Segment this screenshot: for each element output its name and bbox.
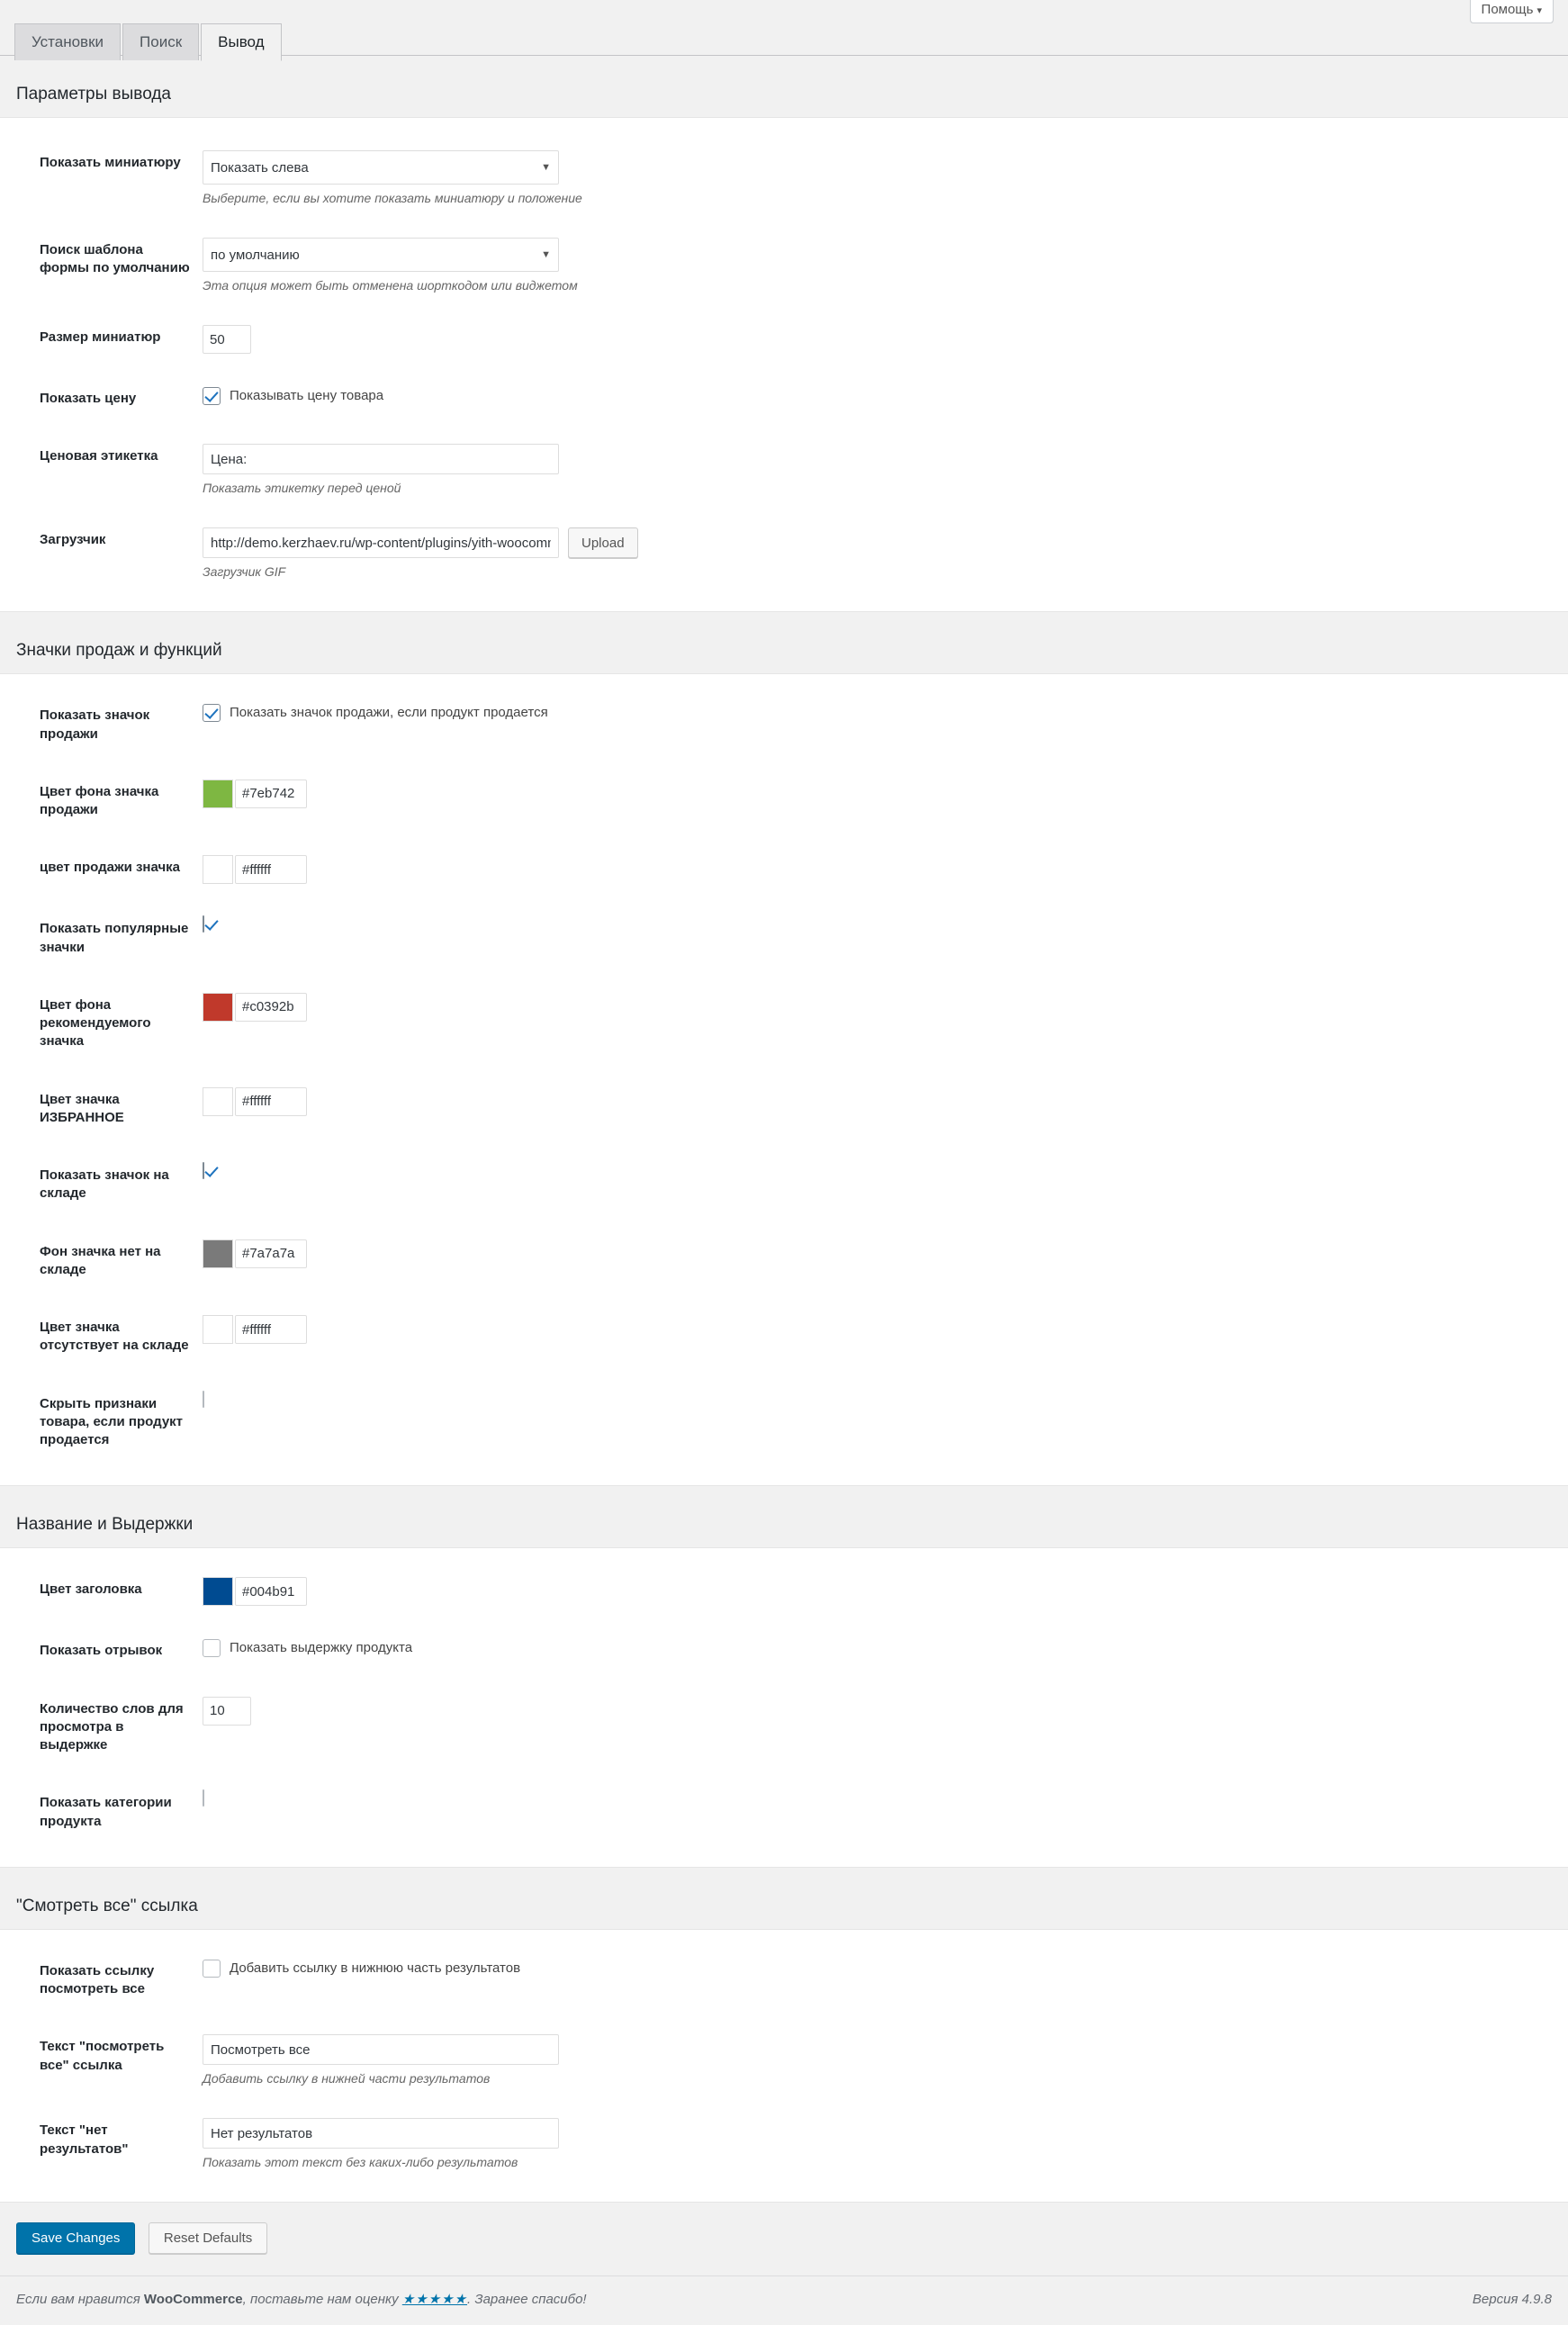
row-outofstock-bg [0, 1223, 1568, 1300]
title-color-swatch[interactable] [203, 1577, 233, 1606]
label-featured-badge-color: Цвет значка ИЗБРАННОЕ [40, 1091, 124, 1125]
featured-badge-color-swatch[interactable] [203, 1087, 233, 1116]
section-title-badges: Значки продаж и функций [16, 641, 222, 661]
label-show-featured-badge: Показать популярные значки [40, 921, 189, 955]
sale-badge-color-input[interactable] [235, 855, 307, 884]
row-sale-badge-bg [0, 763, 1568, 840]
label-view-all-text: Текст "посмотреть все" ссылка [40, 2039, 165, 2073]
footer-credit [16, 2291, 587, 2307]
row-view-all-text [0, 2018, 1568, 2102]
chevron-down-icon: ▼ [541, 162, 551, 173]
price-label-input[interactable] [203, 444, 559, 474]
footer-version: Версия 4.9.8 [1472, 2291, 1552, 2307]
tab-output[interactable]: Вывод [201, 23, 281, 61]
row-no-results-text [0, 2102, 1568, 2185]
label-sale-badge-bg: Цвет фона значка продажи [40, 783, 159, 817]
row-loader [0, 511, 1568, 595]
footer-prefix: Если вам нравится [16, 2292, 144, 2308]
label-show-view-all-link: Показать ссылку посмотреть все [40, 1962, 155, 1996]
row-outofstock-color [0, 1299, 1568, 1375]
row-hide-features [0, 1375, 1568, 1470]
label-price-label: Ценовая этикетка [40, 448, 158, 464]
sale-badge-color-swatch[interactable] [203, 855, 233, 884]
no-results-text-input[interactable] [203, 2118, 559, 2149]
section-title-title-excerpt: Название и Выдержки [16, 1515, 194, 1535]
label-thumb-size: Размер миниатюр [40, 329, 161, 345]
help-bar [0, 0, 1568, 23]
label-show-sale-badge: Показать значок продажи [40, 707, 150, 742]
label-title-color: Цвет заголовка [40, 1582, 142, 1598]
row-show-stock-badge [0, 1147, 1568, 1223]
label-thumbnail: Показать миниатюру [40, 155, 181, 170]
show-view-all-link-checkbox[interactable] [203, 1960, 221, 1978]
label-outofstock-bg: Фон значка нет на складе [40, 1243, 161, 1277]
show-excerpt-checkbox-label: Показать выдержку продукта [230, 1640, 413, 1656]
tab-search[interactable]: Поиск [122, 23, 199, 60]
footer [0, 2275, 1568, 2325]
no-results-text-desc: Показать этот текст без каких-либо результатов [203, 2155, 518, 2170]
label-word-count: Количество слов для просмотра в выдержке [40, 1700, 184, 1753]
loader-upload-button[interactable]: Upload [568, 527, 638, 558]
row-show-categories [0, 1774, 1568, 1851]
tab-settings[interactable]: Установки [14, 23, 121, 60]
reset-defaults-button[interactable]: Reset Defaults [149, 2222, 267, 2254]
panel-output [0, 117, 1568, 612]
show-price-checkbox[interactable] [203, 387, 221, 405]
help-tab-label: Помощь [1481, 2, 1534, 17]
sale-badge-bg-swatch[interactable] [203, 780, 233, 808]
label-outofstock-color: Цвет значка отсутствует на складе [40, 1320, 189, 1354]
label-show-categories: Показать категории продукта [40, 1795, 172, 1829]
label-hide-features: Скрыть признаки товара, если продукт продается [40, 1395, 184, 1447]
show-featured-badge-checkbox[interactable] [203, 915, 204, 933]
show-stock-badge-checkbox[interactable] [203, 1162, 204, 1179]
show-sale-badge-checkbox[interactable] [203, 704, 221, 722]
row-sale-badge-color [0, 839, 1568, 900]
row-thumb-size [0, 309, 1568, 370]
show-sale-badge-checkbox-label: Показать значок продажи, если продукт продается [230, 705, 548, 721]
label-form-template: Поиск шаблона формы по умолчанию [40, 242, 190, 276]
featured-badge-bg-swatch[interactable] [203, 993, 233, 1022]
thumbnail-select[interactable] [203, 150, 559, 185]
footer-suffix: . Заранее спасибо! [467, 2292, 587, 2308]
save-changes-button[interactable]: Save Changes [16, 2222, 135, 2254]
panel-view-all [0, 1929, 1568, 2203]
row-thumbnail [0, 134, 1568, 221]
row-featured-badge-bg [0, 977, 1568, 1071]
show-categories-checkbox[interactable] [203, 1789, 204, 1807]
row-show-view-all-link [0, 1942, 1568, 2019]
chevron-down-icon: ▼ [541, 249, 551, 260]
outofstock-bg-input[interactable] [235, 1239, 307, 1268]
nav-tabs [0, 23, 1568, 56]
hide-features-checkbox[interactable] [203, 1391, 204, 1408]
featured-badge-color-input[interactable] [235, 1087, 307, 1116]
featured-badge-bg-input[interactable] [235, 993, 307, 1022]
row-show-price [0, 370, 1568, 428]
show-excerpt-checkbox[interactable] [203, 1639, 221, 1657]
title-color-input[interactable] [235, 1577, 307, 1606]
show-price-checkbox-label: Показывать цену товара [230, 388, 384, 403]
label-sale-badge-color: цвет продажи значка [40, 860, 181, 876]
section-title-view-all: "Смотреть все" ссылка [16, 1896, 198, 1915]
outofstock-bg-swatch[interactable] [203, 1239, 233, 1268]
show-view-all-link-checkbox-label: Добавить ссылку в нижнюю часть результатов [230, 1960, 521, 1976]
panel-badges [0, 673, 1568, 1486]
row-show-sale-badge [0, 687, 1568, 763]
label-loader: Загрузчик [40, 532, 106, 548]
chevron-down-icon: ▾ [1536, 5, 1542, 16]
form-template-desc: Эта опция может быть отменена шорткодом или виджетом [203, 278, 578, 293]
row-show-excerpt [0, 1622, 1568, 1680]
outofstock-color-swatch[interactable] [203, 1315, 233, 1344]
loader-url-input[interactable] [203, 527, 559, 558]
row-featured-badge-color [0, 1071, 1568, 1148]
label-no-results-text: Текст "нет результатов" [40, 2122, 129, 2157]
help-tab-button[interactable] [1470, 0, 1554, 23]
row-show-featured-badge [0, 900, 1568, 977]
footer-middle: , поставьте нам оценку [242, 2292, 402, 2308]
thumbnail-desc: Выберите, если вы хотите показать миниатюру и положение [203, 191, 582, 205]
panel-title-excerpt [0, 1547, 1568, 1868]
footer-brand: WooCommerce [143, 2292, 243, 2308]
label-featured-badge-bg: Цвет фона рекомендуемого значка [40, 996, 151, 1050]
loader-desc: Загрузчик GIF [203, 564, 286, 580]
view-all-text-desc: Добавить ссылку в нижней части результатов [203, 2071, 491, 2086]
outofstock-color-input[interactable] [235, 1315, 307, 1344]
label-show-excerpt: Показать отрывок [40, 1643, 163, 1659]
section-title-output: Параметры вывода [16, 85, 171, 104]
rating-stars-link[interactable]: ★★★★★ [401, 2292, 468, 2308]
sale-badge-bg-input[interactable] [235, 780, 307, 808]
label-show-stock-badge: Показать значок на складе [40, 1167, 169, 1202]
form-actions [0, 2203, 1568, 2275]
row-title-color [0, 1561, 1568, 1622]
thumb-size-input[interactable] [203, 325, 251, 354]
row-form-template [0, 221, 1568, 309]
label-show-price: Показать цену [40, 391, 137, 406]
row-word-count [0, 1681, 1568, 1775]
form-template-select[interactable] [203, 238, 559, 272]
view-all-text-input[interactable] [203, 2034, 559, 2065]
word-count-input[interactable] [203, 1697, 251, 1726]
price-label-desc: Показать этикетку перед ценой [203, 481, 401, 496]
row-price-label [0, 428, 1568, 511]
